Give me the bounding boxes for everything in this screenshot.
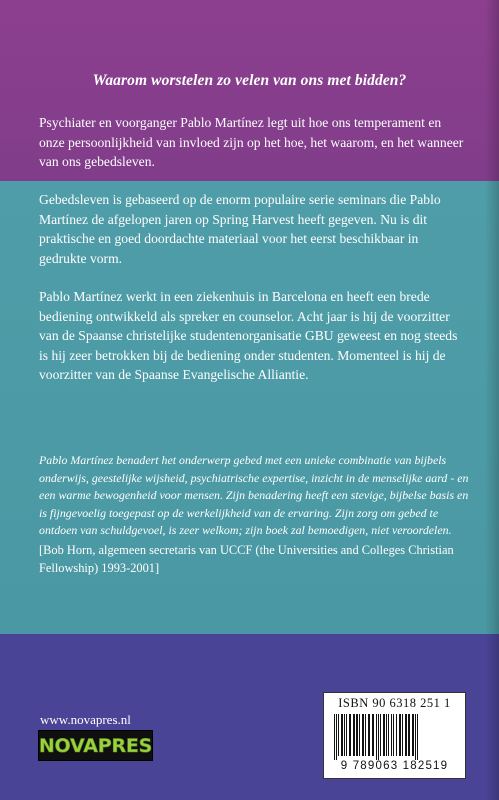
barcode-bar xyxy=(405,714,407,756)
endorsement-attribution: [Bob Horn, algemeen secretaris van UCCF (the Universities and Colleges Christian Fellowship) 1993-2001] xyxy=(39,543,454,576)
barcode-bar xyxy=(353,714,355,756)
barcode-bar xyxy=(402,714,403,756)
barcode-bar xyxy=(378,714,379,760)
barcode-bar xyxy=(383,714,385,756)
barcode-bar xyxy=(396,714,397,756)
ean-digits: 9 789063 182519 xyxy=(340,760,449,772)
barcode-bar xyxy=(372,714,374,756)
endorsement-quote: Pablo Martínez benadert het onderwerp gebed met een unieke combinatie van bijbels onderwijs, geestelijke wijsheid, psychiatrische expertise, inzicht in de menselijke aard - en een warme bewogenheid voor mensen. Zijn benadering heeft een stevige, bijbelse basis en is fijngevoelig toegepast op de werkelijkheid van de ervaring. Zijn zorg om gebed te ontdoen van schuldgevoel, is zeer welkom; zijn boek zal bemoedigen, niet veroordelen. xyxy=(39,453,469,538)
barcode-bar xyxy=(368,714,370,756)
book-origin-paragraph: Gebedsleven is gebaseerd op de enorm populaire serie seminars die Pablo Martínez de afgelopen jaren op Spring Harvest heeft gegeven. Nu is dit praktische en goed doordachte materiaal voor het eerst beschikbaar in gedrukte vorm. xyxy=(39,192,441,266)
barcode-bar xyxy=(380,714,381,756)
cover-edge-shadow xyxy=(485,0,499,800)
barcode-bar xyxy=(386,714,387,756)
barcode-bar xyxy=(415,714,416,760)
barcode-bar xyxy=(344,714,345,756)
barcode-bar xyxy=(376,714,377,760)
barcode-bar xyxy=(393,714,394,756)
tagline: Waarom worstelen zo velen van ons met bidden? xyxy=(92,72,407,89)
intro-paragraph: Psychiater en voorganger Pablo Martínez legt uit hoe ons temperament en onze persoonlijkheid van invloed zijn op het hoe, het waarom, en het wanneer van ons gebedsleven. xyxy=(39,115,464,170)
barcode-bar xyxy=(391,714,392,756)
barcode-bar xyxy=(399,714,401,756)
barcode-bar xyxy=(338,714,339,756)
barcode-bar xyxy=(365,714,366,756)
barcode-bar xyxy=(412,714,414,756)
barcode-bar xyxy=(356,714,358,756)
isbn-number: ISBN 90 6318 251 1 xyxy=(338,696,451,710)
publisher-logo xyxy=(38,730,153,761)
barcode-bar xyxy=(334,714,335,760)
barcode-bar xyxy=(336,714,337,760)
barcode-bar xyxy=(408,714,410,756)
barcode-bar xyxy=(349,714,351,756)
barcode-bar xyxy=(362,714,364,756)
barcode-bar xyxy=(341,714,343,756)
barcode-bar xyxy=(417,714,418,760)
barcode-bar xyxy=(388,714,389,756)
publisher-logo-text: NOVAPRES xyxy=(38,734,153,757)
barcode-bar xyxy=(359,714,360,756)
author-bio-paragraph: Pablo Martínez werkt in een ziekenhuis in Barcelona en heeft een brede bediening ontwikkeld als spreker en counselor. Acht jaar is hij de voorzitter van de Spaanse christelijke studentenorganisatie GBU geweest en nog steeds is hij zeer betrokken bij de bediening onder studenten. Momenteel is hij de voorzitter van de Spaanse Evangelische Alliantie. xyxy=(39,289,458,383)
barcode-panel xyxy=(323,692,466,779)
publisher-url: www.novapres.nl xyxy=(40,712,131,727)
barcode-bars xyxy=(332,714,458,760)
barcode-bar xyxy=(346,714,347,756)
